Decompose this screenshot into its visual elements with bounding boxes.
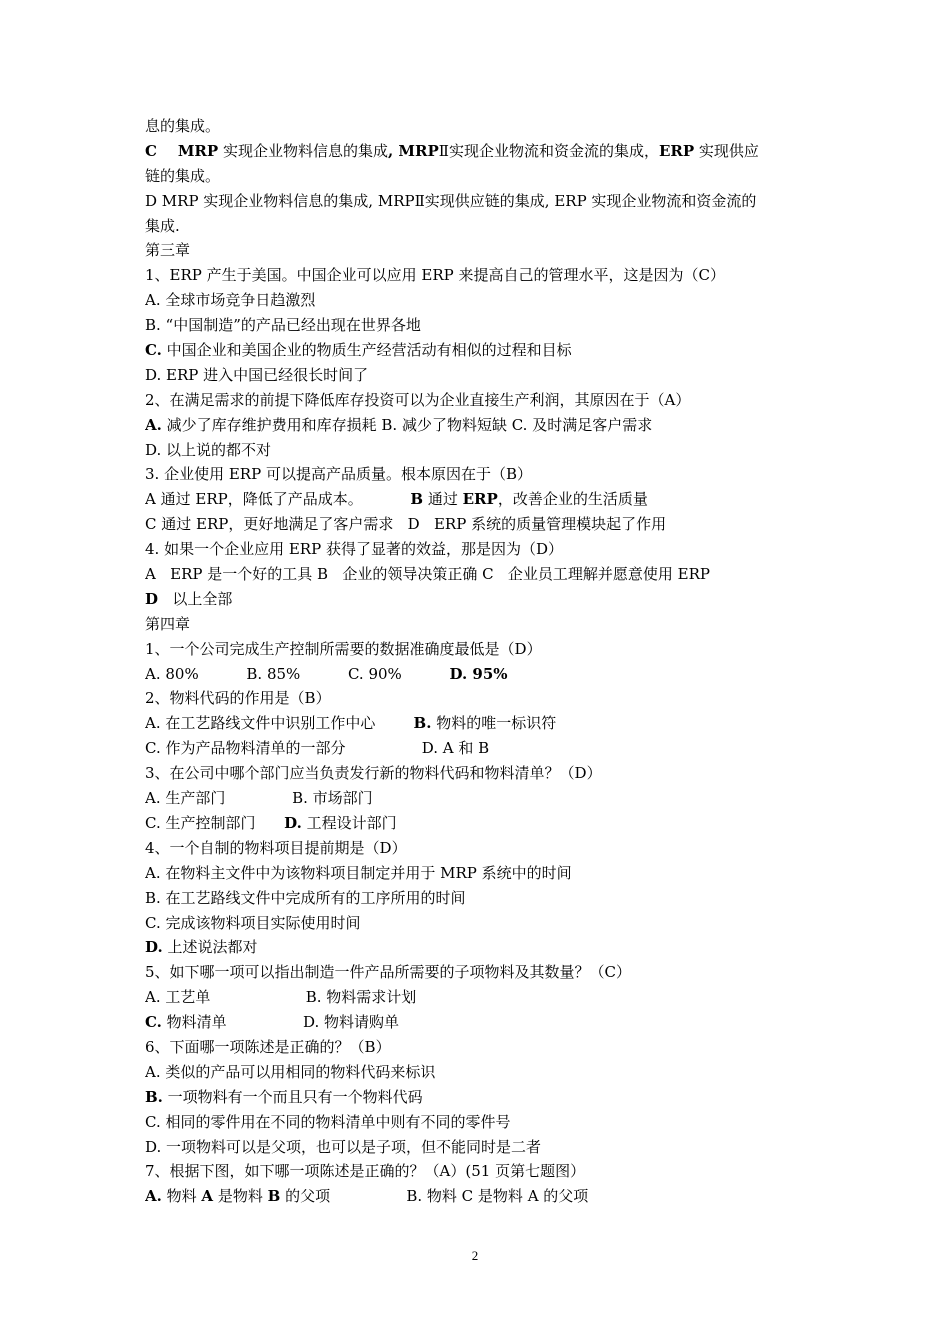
text-segment: 2、在满足需求的前提下降低库存投资可以为企业直接生产利润，其原因在于（A） <box>145 390 691 409</box>
text-line <box>145 313 825 338</box>
text-line <box>145 512 825 537</box>
text-segment: A <box>201 1187 214 1206</box>
text-segment: C. 完成该物料项目实际使用时间 <box>145 913 361 932</box>
text-segment: C MRP <box>145 141 219 160</box>
text-segment: 工程设计部门 <box>301 813 397 832</box>
text-segment: A. 80% B. 85% C. 90% <box>145 664 450 683</box>
text-segment: B. <box>413 714 432 733</box>
text-segment: D. ERP 进入中国已经很长时间了 <box>145 365 369 384</box>
text-segment: 2、物料代码的作用是（B） <box>145 689 331 708</box>
text-segment: 3、在公司中哪个部门应当负责发行新的物料代码和物料清单？（D） <box>145 764 602 783</box>
text-segment: B <box>410 490 424 509</box>
text-line <box>145 761 825 786</box>
text-segment: C. 作为产品物料清单的一部分 D. A 和 B <box>145 739 490 758</box>
text-line <box>145 612 825 637</box>
text-segment: 第四章 <box>145 614 191 633</box>
text-line <box>145 711 825 736</box>
text-line <box>145 413 825 438</box>
document-body <box>145 114 825 1209</box>
text-line <box>145 164 825 189</box>
text-line <box>145 836 825 861</box>
text-line <box>145 462 825 487</box>
text-line <box>145 686 825 711</box>
text-line <box>145 985 825 1010</box>
text-segment: D. 以上说的都不对 <box>145 440 272 459</box>
text-line <box>145 1010 825 1035</box>
text-line <box>145 811 825 836</box>
text-segment: 第三章 <box>145 241 191 260</box>
text-segment: B. 在工艺路线文件中完成所有的工序所用的时间 <box>145 888 466 907</box>
text-line <box>145 263 825 288</box>
text-line <box>145 911 825 936</box>
text-segment: 5、如下哪一项可以指出制造一件产品所需要的子项物料及其数量？（C） <box>145 963 632 982</box>
text-segment: D <box>145 589 159 608</box>
text-segment: 6、下面哪一项陈述是正确的？（B） <box>145 1037 391 1056</box>
text-segment: 一项物料有一个而且只有一个物料代码 <box>162 1087 423 1106</box>
text-segment: A. 全球市场竞争日趋激烈 <box>145 291 316 310</box>
text-segment: ERP <box>462 490 498 509</box>
text-segment: C 通过 ERP，更好地满足了客户需求 D ERP 系统的质量管理模块起了作用 <box>145 515 667 534</box>
text-line <box>145 363 825 388</box>
text-segment: 4. 如果一个企业应用 ERP 获得了显著的效益，那是因为（D） <box>145 540 563 559</box>
text-segment: 减少了库存维护费用和库存损耗 B. 减少了物料短缺 C. 及时满足客户需求 <box>161 415 653 434</box>
text-line <box>145 662 825 687</box>
text-segment: ，改善企业的生活质量 <box>497 490 648 509</box>
text-segment: 是物料 <box>213 1187 268 1206</box>
text-line <box>145 438 825 463</box>
text-segment: A. 在工艺路线文件中识别工作中心 <box>145 714 414 733</box>
text-segment: Ⅱ实现企业物流和资金流的集成， <box>438 141 659 160</box>
text-segment: 物料的唯一标识符 <box>431 714 557 733</box>
text-segment: D. 95% <box>449 664 508 683</box>
text-line <box>145 587 825 612</box>
text-segment: 3. 企业使用 ERP 可以提高产品质量。根本原因在于（B） <box>145 465 532 484</box>
text-segment: C. 生产控制部门 <box>145 813 285 832</box>
text-segment: B. “中国制造”的产品已经出现在世界各地 <box>145 316 421 335</box>
text-segment: 息的集成。 <box>145 117 221 135</box>
text-segment: 1、ERP 产生于美国。中国企业可以应用 ERP 来提高自己的管理水平，这是因为（C） <box>145 266 726 285</box>
text-line <box>145 338 825 363</box>
text-segment: ERP <box>658 141 695 160</box>
text-segment: A. <box>145 415 162 434</box>
text-segment: A. <box>145 1187 162 1206</box>
text-segment: 实现企业物料信息的集成 <box>218 141 388 160</box>
text-line <box>145 861 825 886</box>
text-line <box>145 562 825 587</box>
text-line <box>145 214 825 239</box>
text-segment: 物料清单 D. 物料请购单 <box>161 1013 399 1032</box>
text-line <box>145 1159 825 1184</box>
text-segment: 的父项 B. 物料 C 是物料 A 的父项 <box>280 1187 589 1206</box>
text-line <box>145 1060 825 1085</box>
text-segment: A. 工艺单 B. 物料需求计划 <box>145 988 417 1007</box>
text-segment: 4、一个自制的物料项目提前期是（D） <box>145 838 407 857</box>
text-segment: , MRP <box>387 141 439 160</box>
text-segment: 通过 <box>423 490 463 509</box>
text-line <box>145 1184 825 1209</box>
text-line <box>145 487 825 512</box>
text-segment: C. <box>145 1013 162 1032</box>
text-line <box>145 388 825 413</box>
text-line <box>145 1135 825 1160</box>
text-segment: 上述说法都对 <box>162 938 258 957</box>
text-line <box>145 1110 825 1135</box>
text-line <box>145 886 825 911</box>
text-line <box>145 637 825 662</box>
text-segment: C. 相同的零件用在不同的物料清单中则有不同的零件号 <box>145 1112 511 1131</box>
text-line <box>145 189 825 214</box>
text-segment: A. 生产部门 B. 市场部门 <box>145 789 373 808</box>
text-segment: 链的集成。 <box>145 166 221 185</box>
text-segment: 集成. <box>145 216 180 235</box>
text-line <box>145 786 825 811</box>
text-segment: A 通过 ERP，降低了产品成本。 <box>145 490 411 509</box>
text-segment: 中国企业和美国企业的物质生产经营活动有相似的过程和目标 <box>161 341 572 360</box>
text-line <box>145 736 825 761</box>
text-segment: D MRP 实现企业物料信息的集成, MRPⅡ实现供应链的集成, ERP 实现企业物流和资金流的 <box>145 191 757 210</box>
text-segment: A. 类似的产品可以用相同的物料代码来标识 <box>145 1062 436 1081</box>
text-line <box>145 114 825 139</box>
text-segment: A. 在物料主文件中为该物料项目制定并用于 MRP 系统中的时间 <box>145 863 572 882</box>
text-line <box>145 960 825 985</box>
text-segment: D. <box>284 813 302 832</box>
text-line <box>145 139 825 164</box>
page-number: 2 <box>471 1248 479 1263</box>
text-line <box>145 238 825 263</box>
text-segment: D. 一项物料可以是父项，也可以是子项，但不能同时是二者 <box>145 1137 542 1156</box>
text-segment: 7、根据下图，如下哪一项陈述是正确的？（A）(51 页第七题图） <box>145 1162 586 1181</box>
text-segment: C. <box>145 341 162 360</box>
text-line <box>145 1085 825 1110</box>
text-segment: 物料 <box>161 1187 202 1206</box>
text-segment: B <box>267 1187 281 1206</box>
text-segment: D. <box>145 938 163 957</box>
text-segment: A ERP 是一个好的工具 B 企业的领导决策正确 C 企业员工理解并愿意使用 ERP <box>145 565 710 584</box>
text-line <box>145 1035 825 1060</box>
text-line <box>145 935 825 960</box>
text-line <box>145 288 825 313</box>
text-line <box>145 537 825 562</box>
text-segment: 1、一个公司完成生产控制所需要的数据准确度最低是（D） <box>145 639 542 658</box>
text-segment: 实现供应 <box>694 141 759 160</box>
text-segment: 以上全部 <box>158 589 233 608</box>
text-segment: B. <box>145 1087 163 1106</box>
